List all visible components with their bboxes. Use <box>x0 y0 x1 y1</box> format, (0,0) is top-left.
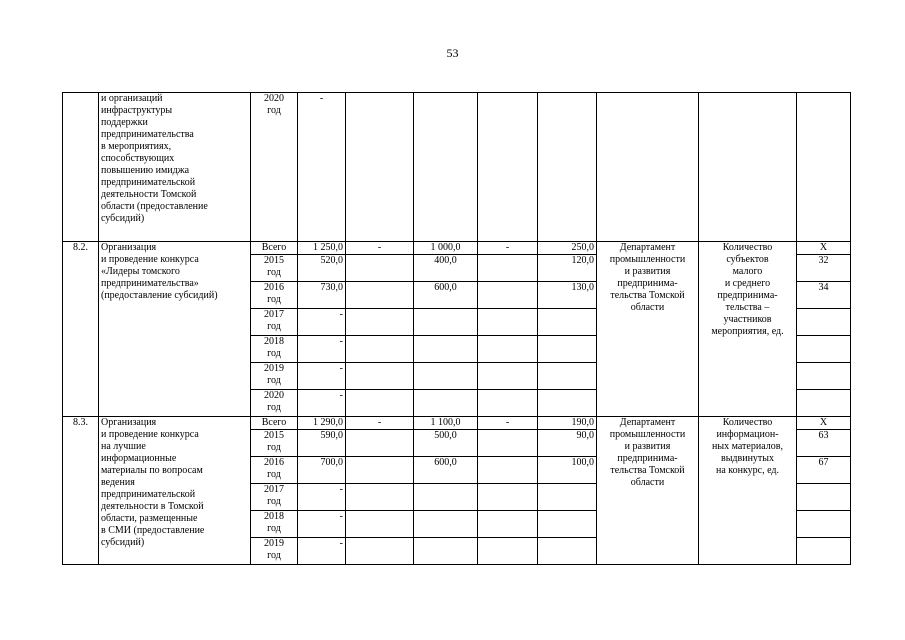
local-cell <box>478 363 538 390</box>
year-cell: 2016 год <box>251 457 298 484</box>
table-row <box>63 93 851 242</box>
regional-cell: 1 000,0 <box>414 242 478 255</box>
indicator-value-cell: X <box>797 242 851 255</box>
extra-budget-cell <box>538 538 597 565</box>
extra-budget-cell <box>538 484 597 511</box>
indicator-value-cell: 67 <box>797 457 851 484</box>
executor-cell: Департамент промышленности и развития предпринима- тельства Томской области <box>597 242 699 417</box>
empty-cell <box>699 93 797 242</box>
empty-cell <box>346 93 414 242</box>
item-number: 8.3. <box>63 417 99 565</box>
year-cell: 2017 год <box>251 484 298 511</box>
extra-budget-cell: 90,0 <box>538 430 597 457</box>
extra-budget-cell <box>538 336 597 363</box>
extra-budget-cell <box>538 390 597 417</box>
extra-budget-cell <box>538 363 597 390</box>
total-cell: 1 250,0 <box>298 242 346 255</box>
program-table <box>62 92 851 565</box>
year-cell: 2018 год <box>251 511 298 538</box>
federal-cell <box>346 390 414 417</box>
total-cell: 730,0 <box>298 282 346 309</box>
table-row <box>63 417 851 430</box>
indicator-value-cell: 63 <box>797 430 851 457</box>
regional-cell <box>414 309 478 336</box>
extra-budget-cell: 130,0 <box>538 282 597 309</box>
item-number-cell <box>63 93 99 242</box>
federal-cell <box>346 363 414 390</box>
indicator-value-cell <box>797 309 851 336</box>
regional-cell <box>414 511 478 538</box>
year-cell: 2015 год <box>251 430 298 457</box>
table-row <box>63 242 851 255</box>
regional-cell: 500,0 <box>414 430 478 457</box>
local-cell: - <box>478 242 538 255</box>
total-cell: - <box>298 538 346 565</box>
year-cell: 2017 год <box>251 309 298 336</box>
federal-cell <box>346 484 414 511</box>
year-cell: 2015 год <box>251 255 298 282</box>
local-cell <box>478 282 538 309</box>
empty-cell <box>597 93 699 242</box>
year-cell: 2019 год <box>251 538 298 565</box>
local-cell <box>478 484 538 511</box>
regional-cell: 600,0 <box>414 457 478 484</box>
year-cell: 2019 год <box>251 363 298 390</box>
federal-cell <box>346 430 414 457</box>
extra-budget-cell: 190,0 <box>538 417 597 430</box>
item-name: Организация и проведение конкурса на лучшие информационные материалы по вопросам ведения предпринимательской деятельности в Томской области, размещенные в СМИ (предоставление субсидий) <box>99 417 251 565</box>
regional-cell <box>414 484 478 511</box>
total-cell: 520,0 <box>298 255 346 282</box>
total-cell: - <box>298 363 346 390</box>
year-cell: 2016 год <box>251 282 298 309</box>
item-number: 8.2. <box>63 242 99 417</box>
local-cell: - <box>478 417 538 430</box>
local-cell <box>478 255 538 282</box>
regional-cell: 1 100,0 <box>414 417 478 430</box>
total-cell: - <box>298 309 346 336</box>
total-cell: 1 290,0 <box>298 417 346 430</box>
indicator-value-cell: X <box>797 417 851 430</box>
federal-cell <box>346 457 414 484</box>
executor-cell: Департамент промышленности и развития предпринима- тельства Томской области <box>597 417 699 565</box>
indicator-value-cell <box>797 363 851 390</box>
federal-cell <box>346 511 414 538</box>
total-cell: - <box>298 93 346 242</box>
empty-cell <box>414 93 478 242</box>
local-cell <box>478 511 538 538</box>
year-cell: 2020 год <box>251 390 298 417</box>
indicator-value-cell: 34 <box>797 282 851 309</box>
federal-cell <box>346 282 414 309</box>
year-cell: Всего <box>251 417 298 430</box>
regional-cell <box>414 363 478 390</box>
federal-cell <box>346 255 414 282</box>
empty-cell <box>797 93 851 242</box>
extra-budget-cell: 120,0 <box>538 255 597 282</box>
item-name: Организация и проведение конкурса «Лидеры томского предпринимательства» (предоставление субсидий) <box>99 242 251 417</box>
item-name-cell: и организаций инфраструктуры поддержки предпринимательства в мероприятиях, способствующих повышению имиджа предпринимательской деятельности Томской области (предоставление субсидий) <box>99 93 251 242</box>
total-cell: 700,0 <box>298 457 346 484</box>
extra-budget-cell: 250,0 <box>538 242 597 255</box>
total-cell: - <box>298 336 346 363</box>
page-number: 53 <box>446 46 459 60</box>
indicator-value-cell: 32 <box>797 255 851 282</box>
regional-cell <box>414 538 478 565</box>
local-cell <box>478 336 538 363</box>
total-cell: - <box>298 511 346 538</box>
extra-budget-cell: 100,0 <box>538 457 597 484</box>
indicator-value-cell <box>797 390 851 417</box>
federal-cell: - <box>346 417 414 430</box>
extra-budget-cell <box>538 309 597 336</box>
indicator-cell: Количество информацион- ных материалов, выдвинутых на конкурс, ед. <box>699 417 797 565</box>
local-cell <box>478 309 538 336</box>
indicator-value-cell <box>797 484 851 511</box>
local-cell <box>478 538 538 565</box>
year-cell: 2018 год <box>251 336 298 363</box>
extra-budget-cell <box>538 511 597 538</box>
regional-cell: 600,0 <box>414 282 478 309</box>
regional-cell <box>414 336 478 363</box>
year-cell: 2020 год <box>251 93 298 242</box>
regional-cell: 400,0 <box>414 255 478 282</box>
federal-cell <box>346 538 414 565</box>
federal-cell: - <box>346 242 414 255</box>
regional-cell <box>414 390 478 417</box>
indicator-value-cell <box>797 511 851 538</box>
year-cell: Всего <box>251 242 298 255</box>
federal-cell <box>346 336 414 363</box>
total-cell: 590,0 <box>298 430 346 457</box>
local-cell <box>478 430 538 457</box>
indicator-value-cell <box>797 538 851 565</box>
total-cell: - <box>298 390 346 417</box>
local-cell <box>478 457 538 484</box>
local-cell <box>478 390 538 417</box>
empty-cell <box>478 93 538 242</box>
empty-cell <box>538 93 597 242</box>
indicator-cell: Количество субъектов малого и среднего предпринима- тельства – участников мероприятия, ед. <box>699 242 797 417</box>
indicator-value-cell <box>797 336 851 363</box>
federal-cell <box>346 309 414 336</box>
total-cell: - <box>298 484 346 511</box>
